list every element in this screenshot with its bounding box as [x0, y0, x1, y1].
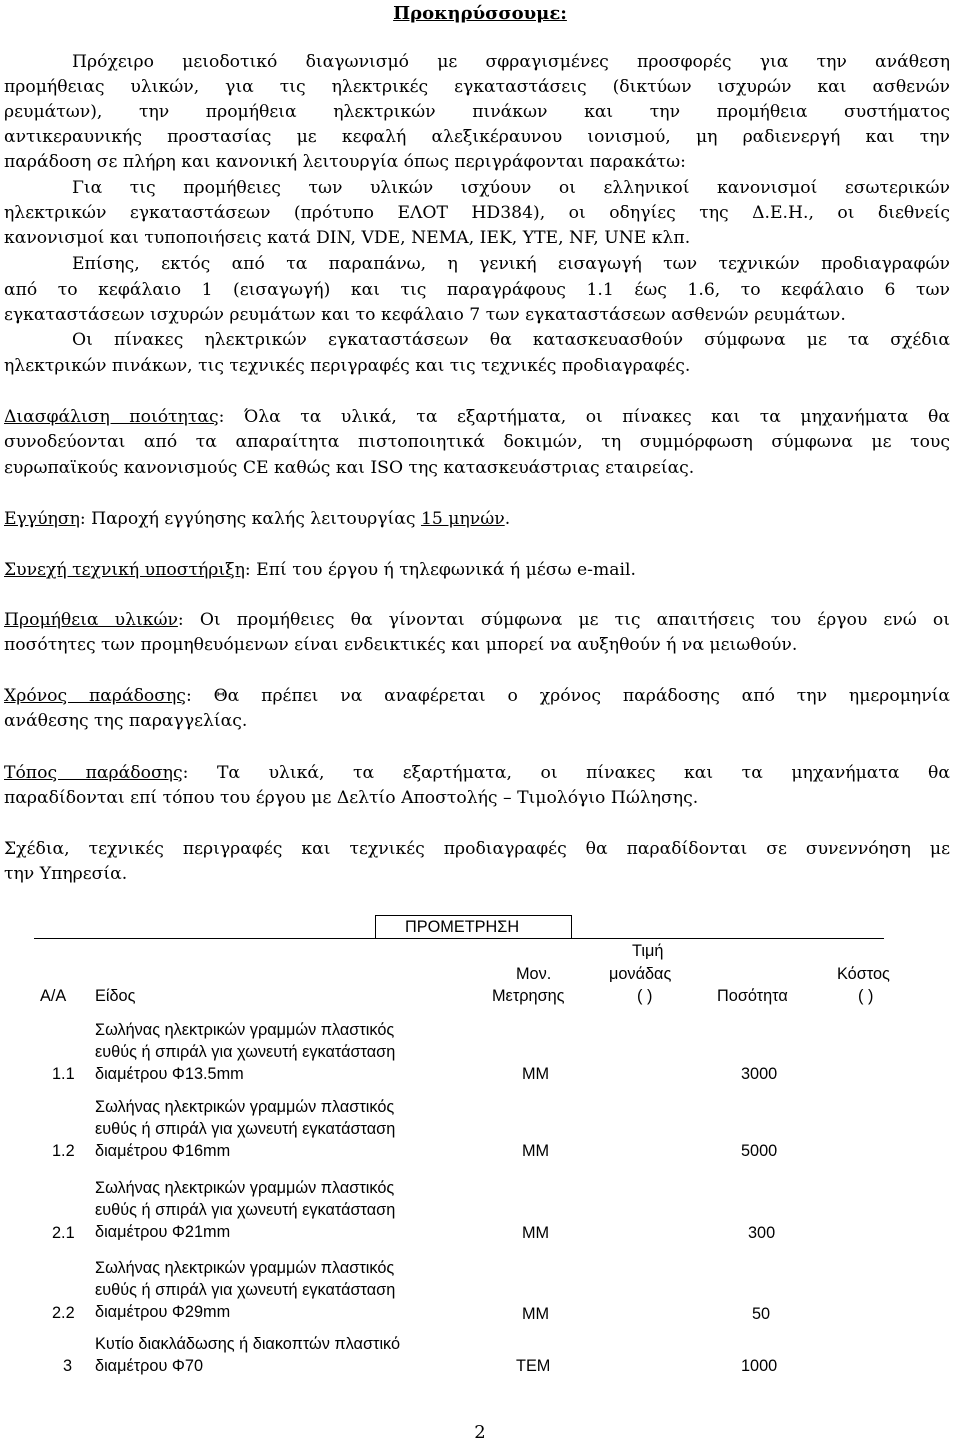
header-aa: Α/Α [40, 987, 67, 1005]
header-cost: Κόστος [837, 965, 890, 983]
quality-line: Διασφάλιση ποιότητας: Όλα τα υλικά, τα εξαρτήματα, οι πίνακες και τα μηχανήματα θα [4, 407, 950, 427]
intro-line: αντικεραυνικής προστασίας με κεφαλή αλεξικέραυνου ιονισμού, μη ραδιενεργή και την [4, 127, 950, 147]
intro-line: Για τις προμήθειες των υλικών ισχύουν οι ελληνικοί κανονισμοί εσωτερικών [72, 178, 950, 198]
row-description: διαμέτρου Φ13.5mm [95, 1065, 244, 1083]
supply-label: Προμήθεια υλικών [4, 610, 178, 630]
row-qty: 5000 [741, 1142, 778, 1160]
intro-line: ηλεκτρικών εγκαταστάσεων (πρότυπο ΕΛΟΤ HD384), οι οδηγίες της Δ.Ε.Η., οι διεθνείς [4, 203, 950, 223]
delivery-time-label: Χρόνος παράδοσης [4, 686, 186, 706]
supply-line: Προμήθεια υλικών: Οι προμήθειες θα γίνονται σύμφωνα με τις απαιτήσεις του έργου ενώ οι [4, 610, 950, 630]
row-unit: ΤΕΜ [516, 1357, 551, 1375]
intro-line: Οι πίνακες ηλεκτρικών εγκαταστάσεων θα κατασκευασθούν σύμφωνα με τα σχέδια [72, 330, 950, 350]
support-label: Συνεχή τεχνική υποστήριξη [4, 560, 245, 580]
row-unit: ΜΜ [522, 1065, 550, 1083]
support-line: Συνεχή τεχνική υποστήριξη: Επί του έργου ή τηλεφωνικά ή μέσω e-mail. [4, 560, 636, 580]
intro-line: εγκαταστάσεων ισχυρών ρευμάτων και το κεφάλαιο 7 των εγκαταστάσεων ασθενών ρευμάτων. [4, 305, 846, 325]
row-unit: ΜΜ [522, 1305, 550, 1323]
row-description: διαμέτρου Φ70 [95, 1357, 204, 1375]
intro-line: ηλεκτρικών πινάκων, τις τεχνικές περιγραφές και τις τεχνικές προδιαγραφές. [4, 356, 691, 376]
intro-line: Επίσης, εκτός από τα παραπάνω, η γενική εισαγωγή των τεχνικών προδιαγραφών [72, 254, 950, 274]
table-top-border [34, 938, 884, 939]
header-cost: ( ) [858, 987, 874, 1005]
page-number: 2 [474, 1422, 486, 1443]
supply-line: ποσότητες των προμηθευόμενων είναι ενδεικτικές και μπορεί να αυξηθούν ή να μειωθούν. [4, 635, 798, 655]
delivery-place-line: παραδίδονται επί τόπου του έργου με Δελτίο Αποστολής – Τιμολόγιο Πώλησης. [4, 788, 699, 808]
header-price: ( ) [637, 987, 653, 1005]
delivery-place-line: Τόπος παράδοσης: Τα υλικά, τα εξαρτήματα, οι πίνακες και τα μηχανήματα θα [4, 763, 950, 783]
row-unit: ΜΜ [522, 1142, 550, 1160]
row-description: Σωλήνας ηλεκτρικών γραμμών πλαστικός [95, 1179, 395, 1197]
row-description: ευθύς ή σπιράλ για χωνευτή εγκατάσταση [95, 1281, 396, 1299]
quality-line: ευρωπαϊκούς κανονισμούς CE καθώς και ISO της κατασκευάστριας εταιρείας. [4, 458, 695, 478]
delivery-time-line: ανάθεσης της παραγγελίας. [4, 711, 248, 731]
header-unit: Μον. [516, 965, 552, 983]
row-aa: 2.1 [52, 1224, 75, 1242]
row-description: ευθύς ή σπιράλ για χωνευτή εγκατάσταση [95, 1120, 396, 1138]
row-description: Σωλήνας ηλεκτρικών γραμμών πλαστικός [95, 1259, 395, 1277]
table-caption: ΠΡΟΜΕΤΡΗΣΗ [405, 918, 520, 936]
intro-line: παράδοση σε πλήρη και κανονική λειτουργία όπως περιγράφονται παρακάτω: [4, 152, 686, 172]
row-description: Σωλήνας ηλεκτρικών γραμμών πλαστικός [95, 1098, 395, 1116]
intro-line: από το κεφάλαιο 1 (εισαγωγή) και τις παραγράφους 1.1 έως 1.6, το κεφάλαιο 6 των [4, 280, 950, 300]
row-aa: 2.2 [52, 1304, 75, 1322]
row-description: ευθύς ή σπιράλ για χωνευτή εγκατάσταση [95, 1201, 396, 1219]
delivery-place-label: Τόπος παράδοσης [4, 763, 183, 783]
intro-line: προμήθειας υλικών, για τις ηλεκτρικές εγκαταστάσεις (δικτύων ισχυρών και ασθενών [4, 77, 950, 97]
row-qty: 3000 [741, 1065, 778, 1083]
row-description: Κυτίο διακλάδωσης ή διακοπτών πλαστικό [95, 1335, 401, 1353]
row-unit: ΜΜ [522, 1224, 550, 1242]
row-description: διαμέτρου Φ16mm [95, 1142, 231, 1160]
page-heading: Προκηρύσσουμε: [393, 3, 567, 24]
row-qty: 1000 [741, 1357, 778, 1375]
row-description: διαμέτρου Φ29mm [95, 1303, 231, 1321]
row-description: διαμέτρου Φ21mm [95, 1223, 231, 1241]
row-aa: 1.2 [52, 1142, 75, 1160]
row-qty: 300 [748, 1224, 776, 1242]
delivery-time-line: Χρόνος παράδοσης: Θα πρέπει να αναφέρεται ο χρόνος παράδοσης από την ημερομηνία [4, 686, 950, 706]
header-price: Τιμή [632, 942, 664, 960]
warranty-line: Εγγύηση: Παροχή εγγύησης καλής λειτουργίας 15 μηνών. [4, 509, 511, 529]
row-qty: 50 [752, 1305, 771, 1323]
row-description: Σωλήνας ηλεκτρικών γραμμών πλαστικός [95, 1021, 395, 1039]
header-item: Είδος [95, 987, 136, 1005]
row-aa: 3 [63, 1357, 73, 1375]
warranty-period: 15 μηνών [420, 509, 505, 529]
header-qty: Ποσότητα [717, 987, 788, 1005]
intro-line: κανονισμοί και τυποποιήσεις κατά DIN, VDE, NEMA, IEK, YTE, NF, UNE κλπ. [4, 228, 691, 248]
drawings-line: την Υπηρεσία. [4, 864, 128, 884]
row-description: ευθύς ή σπιράλ για χωνευτή εγκατάσταση [95, 1043, 396, 1061]
header-unit: Μετρησης [492, 987, 565, 1005]
quality-line: συνοδεύονται από τα απαραίτητα πιστοποιητικά δοκιμών, τη συμμόρφωση σύμφωνα με τους [4, 432, 950, 452]
intro-line: Πρόχειρο μειοδοτικό διαγωνισμό με σφραγισμένες προσφορές για την ανάθεση [72, 52, 950, 72]
warranty-label: Εγγύηση [4, 509, 80, 529]
header-price: μονάδας [609, 965, 672, 983]
quality-label: Διασφάλιση ποιότητας [4, 407, 219, 427]
row-aa: 1.1 [52, 1065, 75, 1083]
drawings-line: Σχέδια, τεχνικές περιγραφές και τεχνικές προδιαγραφές θα παραδίδονται σε συνεννόηση με [4, 839, 950, 859]
intro-line: ρευμάτων), την προμήθεια ηλεκτρικών πινάκων και την προμήθεια συστήματος [4, 102, 950, 122]
